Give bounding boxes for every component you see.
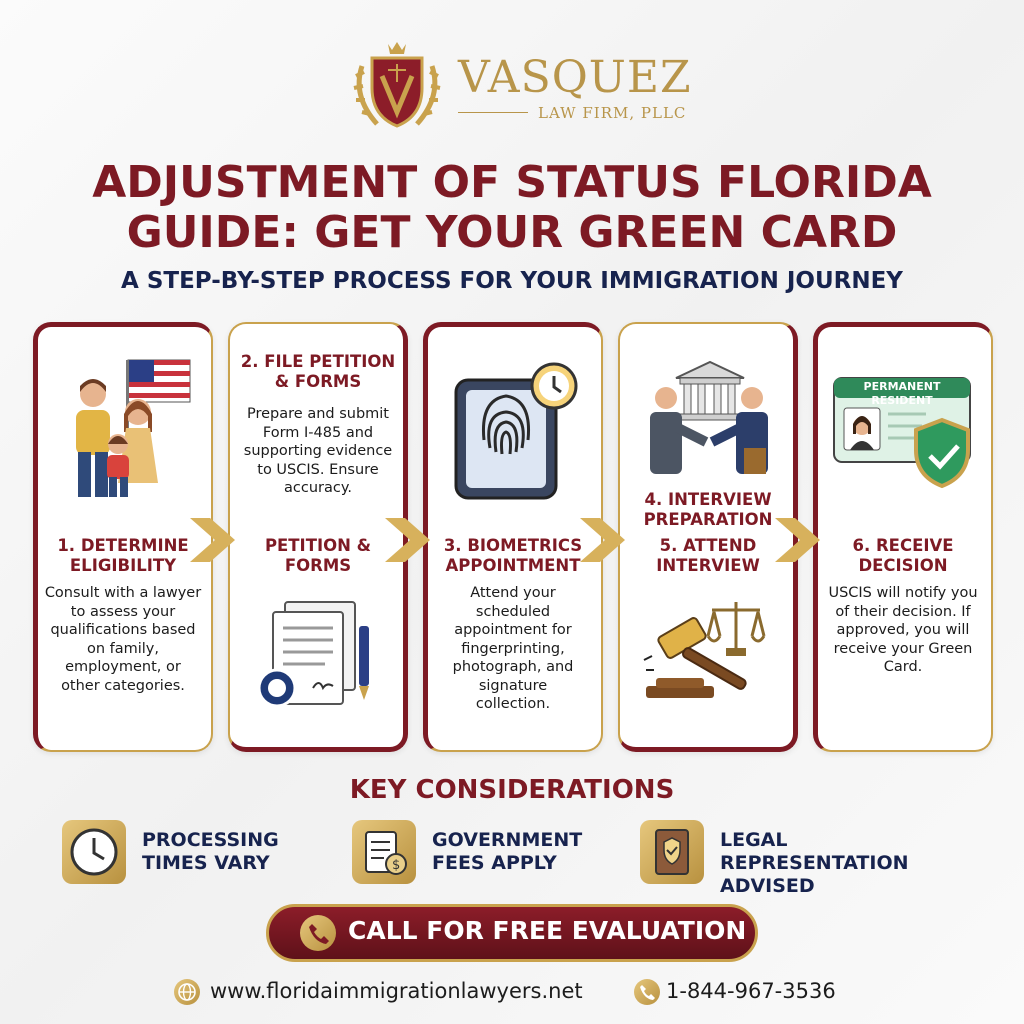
step-4-heading: 4. INTERVIEW PREPARATION (643, 490, 773, 529)
step-1-description: Consult with a lawyer to assess your qualifications based on family, employment, or other categories. (44, 585, 202, 694)
key-item-legal: LEGAL REPRESENTATION ADVISED (720, 829, 909, 897)
phone-icon (300, 915, 336, 951)
step-2-subheading: PETITION & FORMS (264, 536, 372, 575)
step-3-description: Attend your scheduled appointment for fingerprinting, photograph, and signature collection. (452, 585, 574, 712)
handshake-courthouse-icon (640, 356, 780, 481)
key-considerations-title: KEY CONSIDERATIONS (349, 775, 675, 805)
crest-icon (342, 36, 452, 136)
key-item-processing: PROCESSING TIMES VARY (142, 829, 279, 874)
svg-text:$: $ (392, 858, 401, 873)
step-2-description: Prepare and submit Form I-485 and supporting evidence to USCIS. Ensure accuracy. (243, 406, 393, 496)
step-1-heading: 1. DETERMINE ELIGIBILITY (57, 536, 189, 575)
logo-subtitle: LAW FIRM, PLLC (538, 104, 687, 122)
website-link[interactable]: www.floridaimmigrationlawyers.net (210, 979, 583, 1003)
page-subtitle: A STEP-BY-STEP PROCESS FOR YOUR IMMIGRATION JOURNEY (121, 268, 903, 294)
documents-pen-icon (255, 596, 380, 711)
family-flag-icon (60, 352, 195, 502)
clock-icon (62, 820, 126, 884)
page-title-line-1: ADJUSTMENT OF STATUS FLORIDA (92, 157, 932, 208)
arrow-1 (190, 518, 235, 562)
logo-divider (458, 112, 528, 113)
key-item-fees: GOVERNMENT FEES APPLY (432, 829, 583, 874)
law-book-shield-icon (640, 820, 704, 884)
step-6-heading: 6. RECEIVE DECISION (852, 536, 954, 575)
fingerprint-tablet-icon (450, 360, 580, 500)
gavel-scales-icon (638, 596, 778, 716)
logo-name: VASQUEZ (458, 52, 692, 103)
fees-document-icon (352, 820, 416, 884)
page-title-line-2: GUIDE: GET YOUR GREEN CARD (126, 207, 898, 258)
phone-small-icon (634, 979, 660, 1005)
step-2-heading: 2. FILE PETITION & FORMS (240, 352, 396, 391)
step-5-heading: 5. ATTEND INTERVIEW (656, 536, 760, 575)
call-button-label[interactable]: CALL FOR FREE EVALUATION (348, 916, 747, 945)
permanent-resident-badge: PERMANENT RESIDENT (863, 380, 941, 407)
step-3-heading: 3. BIOMETRICS APPOINTMENT (443, 536, 583, 575)
step-6-description: USCIS will notify you of their decision. If approved, you will receive your Green Card. (828, 585, 978, 675)
logo (342, 36, 452, 136)
globe-icon (174, 979, 200, 1005)
phone-number[interactable]: 1-844-967-3536 (666, 979, 836, 1003)
